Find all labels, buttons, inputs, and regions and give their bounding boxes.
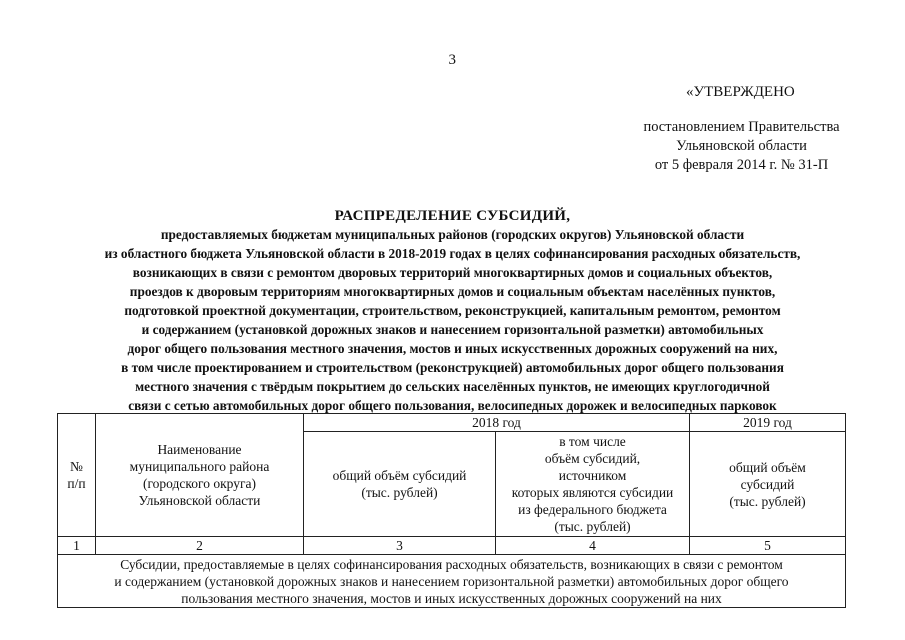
- subtitle-line: из областного бюджета Ульяновской области в 2018-2019 годах в целях софинансирования расходных обязательств,: [104, 246, 801, 261]
- column-number-cell: 5: [690, 537, 846, 555]
- section-heading-line: и содержанием (установкой дорожных знаков и нанесением горизонтальной разметки) автомобильных дорог общего: [114, 573, 789, 589]
- document-title: РАСПРЕДЕЛЕНИЕ СУБСИДИЙ,: [334, 208, 571, 224]
- subtitle-line: дорог общего пользования местного значения, мостов и иных искусственных дорожных сооружений на них,: [127, 341, 778, 356]
- subtitle-line: предоставляемых бюджетам муниципальных районов (городских округов) Ульяновской области: [160, 227, 745, 242]
- approval-block: [600, 118, 883, 175]
- header-2018-federal-line: в том числе: [559, 434, 626, 449]
- approved-label: «УТВЕРЖДЕНО: [686, 84, 795, 100]
- document-subtitle: [50, 225, 855, 415]
- approval-line: постановлением Правительства: [643, 119, 840, 135]
- header-name-line: муниципального района: [129, 459, 270, 474]
- column-number-cell: 3: [304, 537, 496, 555]
- header-name-cell: [96, 414, 304, 537]
- header-2018-federal-line: из федерального бюджета: [518, 502, 667, 517]
- header-year-2019: 2019 год: [690, 414, 846, 432]
- header-2018-federal-line: источником: [558, 468, 627, 483]
- page-number: 3: [448, 52, 457, 68]
- header-name-line: (городского округа): [142, 476, 257, 491]
- subtitle-line: местного значения с твёрдым покрытием до сельских населённых пунктов, не имеющих круглогодичной: [135, 379, 770, 394]
- header-2018-total-line: общий объём субсидий: [332, 468, 467, 483]
- header-2018-federal-line: объём субсидий,: [544, 451, 641, 466]
- header-2018-federal-line: которых являются субсидии: [511, 485, 674, 500]
- approval-line: Ульяновской области: [676, 138, 807, 154]
- column-number-cell: 4: [496, 537, 690, 555]
- subtitle-line: связи с сетью автомобильных дорог общего пользования, велосипедных дорожек и велосипедных парковок: [128, 398, 777, 413]
- header-number-line: п/п: [67, 476, 86, 491]
- header-2019-total-line: (тыс. рублей): [729, 493, 806, 509]
- header-2019-total-cell: [690, 432, 846, 537]
- header-2018-federal-line: (тыс. рублей): [554, 519, 631, 534]
- header-2018-total-line: (тыс. рублей): [361, 485, 438, 500]
- approval-line: от 5 февраля 2014 г. № 31-П: [654, 157, 829, 173]
- column-number-cell: 1: [58, 537, 96, 555]
- subtitle-line: подготовкой проектной документации, строительством, реконструкцией, капитальным ремонтом, ремонтом: [124, 303, 781, 318]
- header-number-cell: [58, 414, 96, 537]
- column-number-cell: 2: [96, 537, 304, 555]
- subtitle-line: в том числе проектированием и строительством (реконструкцией) автомобильных дорог общего пользования: [121, 360, 784, 375]
- header-name-line: Ульяновской области: [138, 493, 261, 508]
- subsidy-distribution-table: [57, 413, 846, 608]
- section-heading-line: пользования местного значения, мостов и иных искусственных дорожных сооружений на них: [181, 590, 722, 606]
- header-name-line: Наименование: [157, 442, 242, 457]
- header-2018-federal-cell: [496, 432, 690, 537]
- subtitle-line: проездов к дворовым территориям многоквартирных домов и социальным объектам населённых пунктов,: [129, 284, 776, 299]
- header-2019-total-line: общий объём: [729, 459, 806, 475]
- header-number-line: №: [70, 459, 83, 474]
- header-2018-total-cell: [304, 432, 496, 537]
- header-year-2018: 2018 год: [304, 414, 690, 432]
- section-heading-cell: [58, 555, 846, 608]
- subtitle-line: и содержанием (установкой дорожных знаков и нанесением горизонтальной разметки) автомобильных: [141, 322, 764, 337]
- section-heading-line: Субсидии, предоставляемые в целях софинансирования расходных обязательств, возникающих в связи с ремонтом: [120, 556, 783, 572]
- header-2019-total-line: субсидий: [740, 476, 795, 492]
- subtitle-line: возникающих в связи с ремонтом дворовых территорий многоквартирных домов и социальных объектов,: [132, 265, 773, 280]
